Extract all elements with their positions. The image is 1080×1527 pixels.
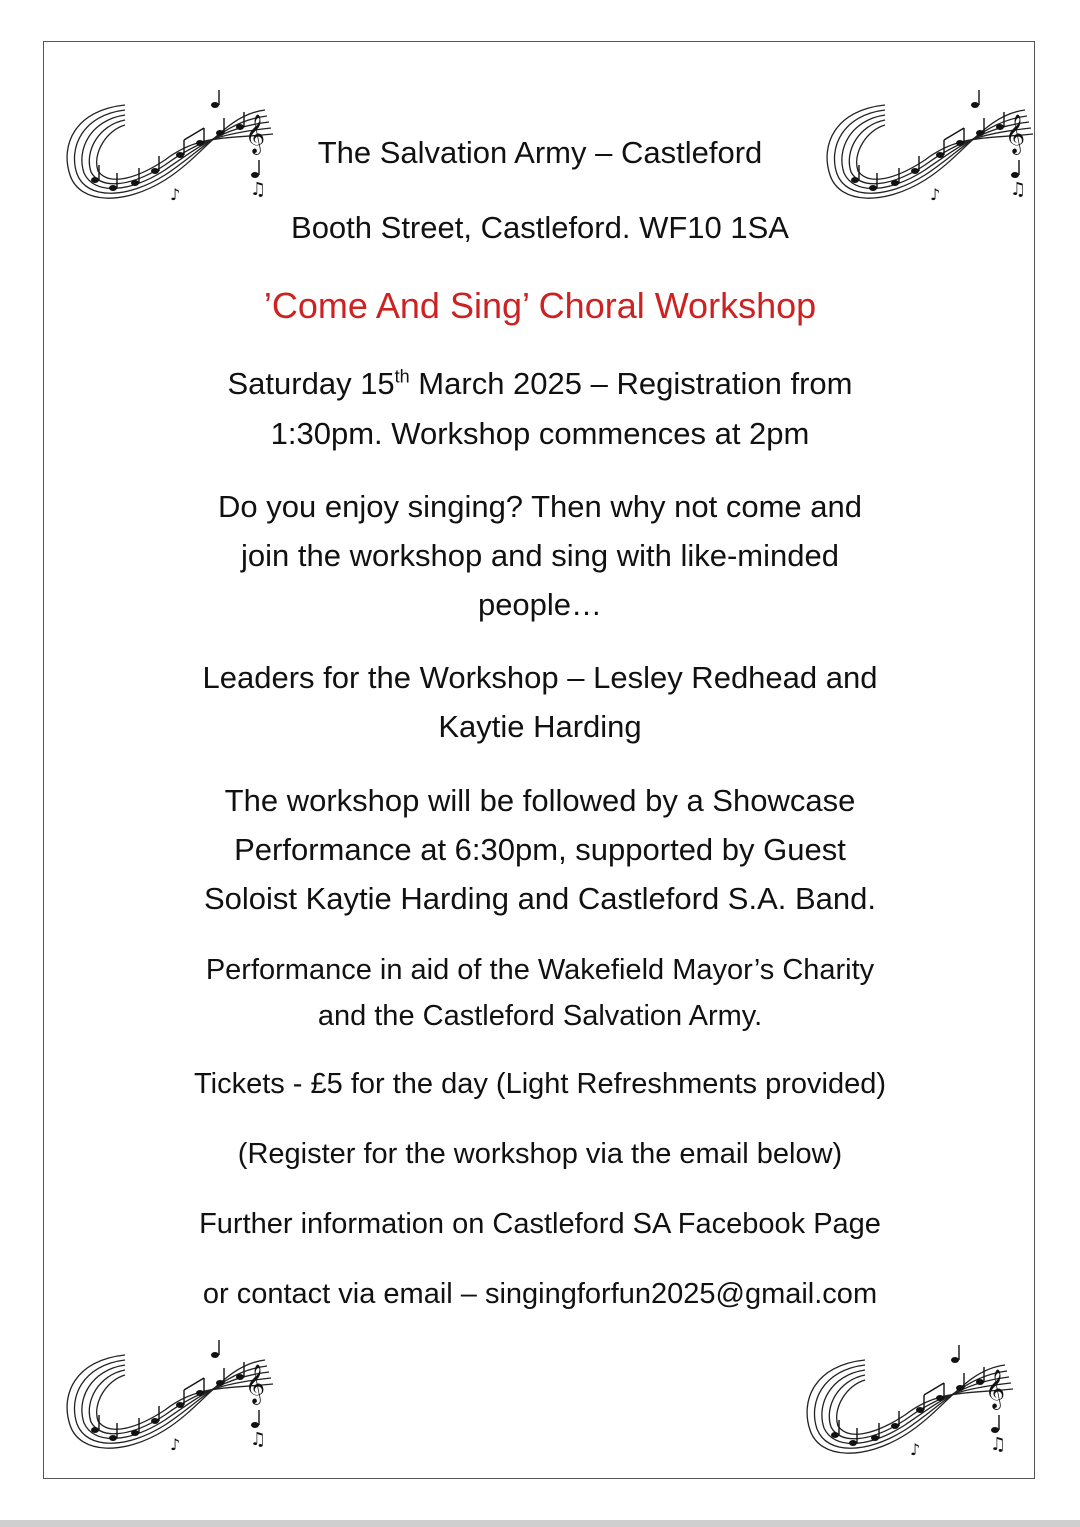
intro-line-1: Do you enjoy singing? Then why not come and: [218, 489, 862, 524]
register-info: (Register for the workshop via the email below): [237, 1138, 843, 1170]
date-line-2: 1:30pm. Workshop commences at 2pm: [270, 416, 810, 451]
bottom-edge: [0, 1520, 1080, 1527]
charity-line-2: and the Castleford Salvation Army.: [317, 1000, 763, 1032]
tickets-info: Tickets - £5 for the day (Light Refreshments provided): [193, 1068, 886, 1100]
org-name: The Salvation Army – Castleford: [317, 135, 763, 170]
facebook-info: Further information on Castleford SA Facebook Page: [199, 1208, 881, 1240]
showcase-line-2: Performance at 6:30pm, supported by Guest: [234, 832, 846, 867]
intro-line-3: people…: [477, 587, 603, 622]
leaders-line-2: Kaytie Harding: [438, 709, 642, 744]
page-border: [43, 41, 1035, 1479]
leaders-line-1: Leaders for the Workshop – Lesley Redhead and: [202, 660, 878, 695]
showcase-line-3: Soloist Kaytie Harding and Castleford S.A. Band.: [203, 881, 877, 916]
showcase-line-1: The workshop will be followed by a Showcase: [224, 783, 856, 818]
contact-email[interactable]: or contact via email – singingforfun2025@gmail.com: [202, 1278, 878, 1310]
event-title: ’Come And Sing’ Choral Workshop: [263, 285, 817, 326]
music-notes-swirl-icon: [795, 1340, 1025, 1490]
address: Booth Street, Castleford. WF10 1SA: [291, 210, 789, 245]
date-line-1: Saturday 15th March 2025 – Registration from: [227, 366, 853, 401]
intro-line-2: join the workshop and sing with like-minded: [241, 538, 839, 573]
charity-line-1: Performance in aid of the Wakefield Mayor’s Charity: [205, 954, 875, 986]
music-notes-swirl-icon: [55, 1335, 285, 1485]
